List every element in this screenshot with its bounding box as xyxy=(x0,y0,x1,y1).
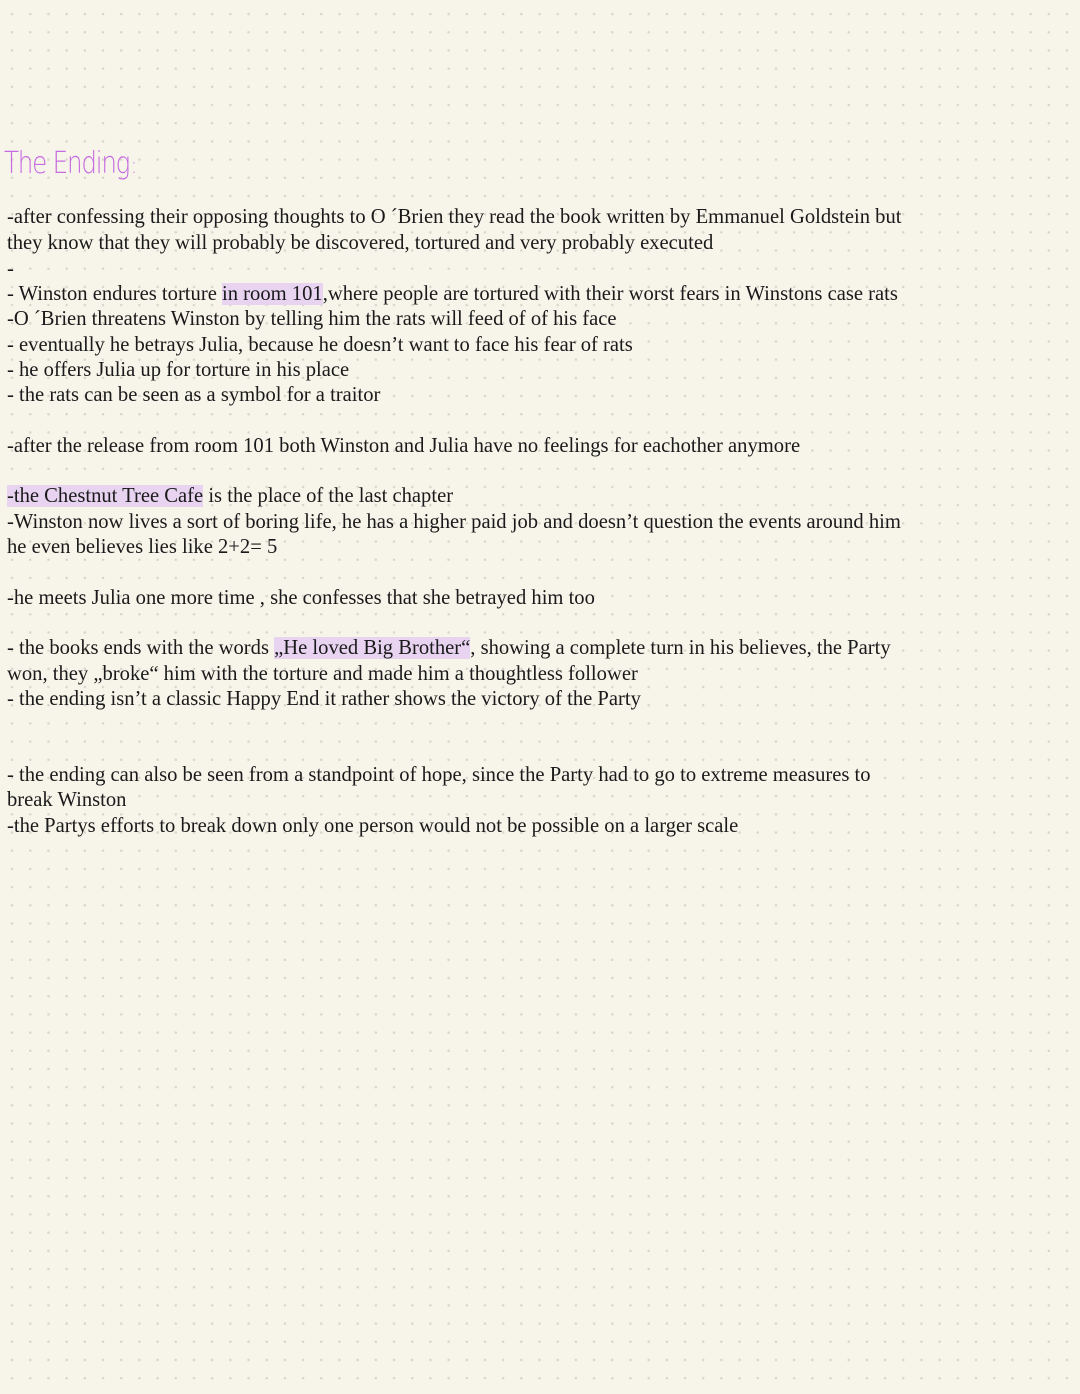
note-line xyxy=(7,281,898,307)
note-text: - Winston endures torture xyxy=(7,283,217,305)
note-text: ,where people are tortured with their worst fears in Winstons case rats xyxy=(322,283,898,305)
note-line: -the Partys efforts to break down only one person would not be possible on a larger scale xyxy=(7,815,739,837)
note-text: - the books ends with the words xyxy=(7,637,275,659)
note-line: won, they „broke“ him with the torture and made him a thoughtless follower xyxy=(7,663,638,685)
note-line: - the rats can be seen as a symbol for a traitor xyxy=(7,384,381,406)
page-title xyxy=(4,146,136,181)
highlighted-phrase: in room 101 xyxy=(222,283,323,305)
note-line: break Winston xyxy=(7,789,127,811)
note-line: they know that they will probably be discovered, tortured and very probably executed xyxy=(7,232,714,254)
note-line xyxy=(7,483,453,509)
note-line: - the ending can also be seen from a standpoint of hope, since the Party had to go to extreme measures to xyxy=(7,764,871,786)
note-line: -Winston now lives a sort of boring life, he has a higher paid job and doesn’t question the events around him xyxy=(7,511,901,533)
note-line: -after the release from room 101 both Winston and Julia have no feelings for eachother anymore xyxy=(7,435,801,457)
highlighted-phrase: -the Chestnut Tree Cafe xyxy=(7,485,204,507)
note-line: - the ending isn’t a classic Happy End it rather shows the victory of the Party xyxy=(7,688,641,710)
note-text: , showing a complete turn in his believes, the Party xyxy=(470,637,891,659)
note-line: he even believes lies like 2+2= 5 xyxy=(7,536,278,558)
note-line: - eventually he betrays Julia, because he doesn’t want to face his fear of rats xyxy=(7,334,633,356)
note-line: -after confessing their opposing thoughts to O ´Brien they read the book written by Emmanuel Goldstein but xyxy=(7,206,902,228)
note-line: - he offers Julia up for torture in his place xyxy=(7,359,350,381)
note-line: -O ´Brien threatens Winston by telling him the rats will feed of of his face xyxy=(7,308,617,330)
note-text: is the place of the last chapter xyxy=(203,485,454,507)
note-line: - xyxy=(7,258,14,280)
highlighted-phrase: „He loved Big Brother“ xyxy=(274,637,471,659)
note-line xyxy=(7,635,891,661)
title-colon: : xyxy=(130,154,136,179)
title-text: The Ending xyxy=(4,146,130,181)
note-line: -he meets Julia one more time , she confesses that she betrayed him too xyxy=(7,587,595,609)
